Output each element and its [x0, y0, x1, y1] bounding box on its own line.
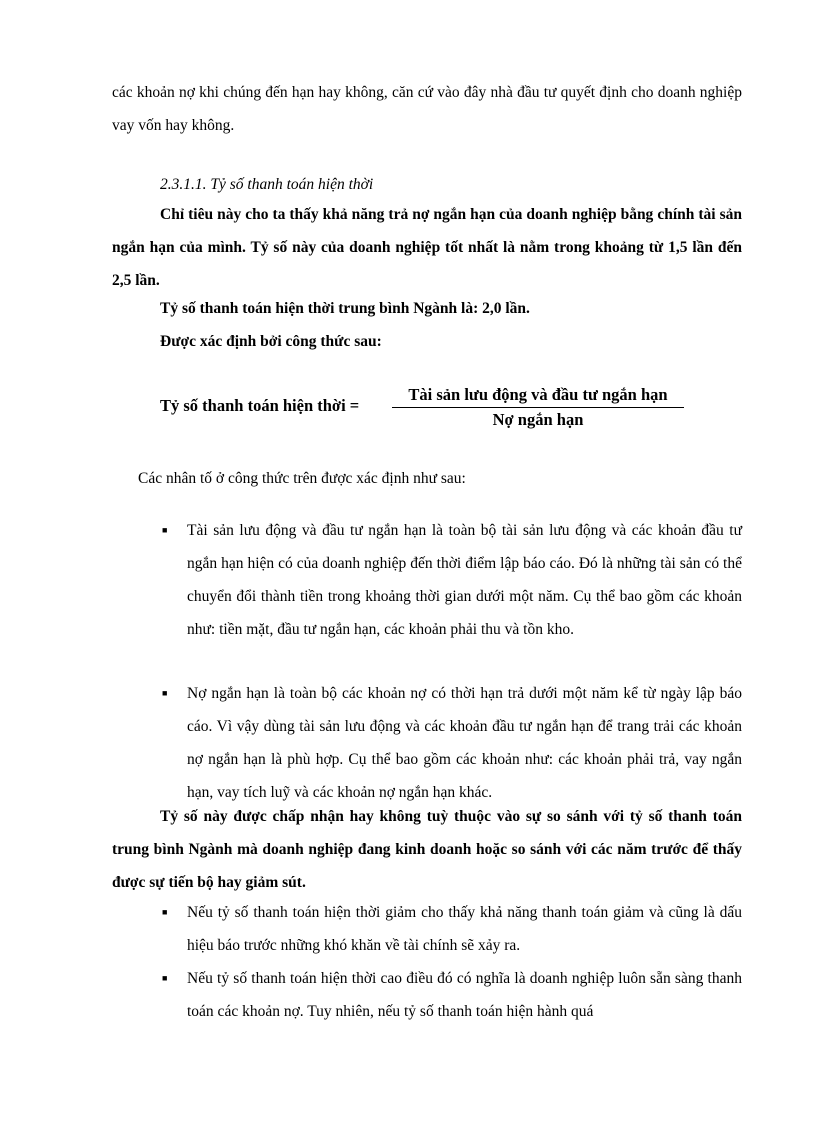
formula-denominator: Nợ ngắn hạn [492, 410, 584, 429]
current-ratio-formula [160, 384, 720, 434]
formula-intro-line: Được xác định bởi công thức sau: [160, 333, 382, 350]
list-item-text: Nợ ngắn hạn là toàn bộ các khoản nợ có thời hạn trả dưới một năm kể từ ngày lập báo cáo. Vì vậy dùng tài sản lưu động và các khoản đầu tư ngắn hạn để trang trải các khoản nợ ngắn hạn là phù hợp. Cụ thể bao gồm các khoản như: các khoản phải trả, vay ngắn hạn, vay tích luỹ và các khoản nợ ngắn hạn khác. [187, 685, 742, 801]
list-item-text: Nếu tỷ số thanh toán hiện thời giảm cho thấy khả năng thanh toán giảm và cũng là dấu hiệu báo trước những khó khăn về tài chính sẽ xảy ra. [187, 904, 742, 954]
formula-fraction [392, 384, 684, 432]
square-bullet-icon: ■ [162, 973, 168, 983]
factors-intro-line: Các nhân tố ở công thức trên được xác định như sau: [138, 470, 466, 487]
list-item-text: Tài sản lưu động và đầu tư ngắn hạn là toàn bộ tài sản lưu động và các khoản đầu tư ngắn hạn hiện có của doanh nghiệp đến thời điểm lập báo cáo. Đó là những tài sản có thể chuyển đổi thành tiền trong khoảng thời gian dưới một năm. Cụ thể bao gồm các khoản như: tiền mặt, đầu tư ngắn hạn, các khoản phải thu và tồn kho. [187, 522, 742, 638]
acceptance-paragraph: Tỷ số này được chấp nhận hay không tuỳ thuộc vào sự so sánh với tỷ số thanh toán trung bình Ngành mà doanh nghiệp đang kinh doanh hoặc so sánh với các năm trước để thấy được sự tiến bộ hay giảm sút. [112, 808, 742, 891]
section-heading: 2.3.1.1. Tỷ số thanh toán hiện thời [160, 176, 374, 193]
definition-paragraph: Chỉ tiêu này cho ta thấy khả năng trả nợ ngắn hạn của doanh nghiệp bằng chính tài sản ngắn hạn của mình. Tỷ số này của doanh nghiệp tốt nhất là nằm trong khoảng từ 1,5 lần đến 2,5 lần. [112, 206, 742, 289]
industry-average-line: Tỷ số thanh toán hiện thời trung bình Ngành là: 2,0 lần. [160, 300, 530, 317]
list-item-text: Nếu tỷ số thanh toán hiện thời cao điều đó có nghĩa là doanh nghiệp luôn sẵn sàng thanh toán các khoản nợ. Tuy nhiên, nếu tỷ số thanh toán hiện hành quá [187, 970, 742, 1020]
square-bullet-icon: ■ [162, 525, 168, 535]
formula-numerator: Tài sản lưu động và đầu tư ngắn hạn [392, 384, 684, 408]
formula-lhs: Tỷ số thanh toán hiện thời = [160, 396, 360, 415]
intro-paragraph: các khoản nợ khi chúng đến hạn hay không, căn cứ vào đây nhà đầu tư quyết định cho doanh nghiệp vay vốn hay không. [112, 84, 742, 134]
square-bullet-icon: ■ [162, 907, 168, 917]
square-bullet-icon: ■ [162, 688, 168, 698]
